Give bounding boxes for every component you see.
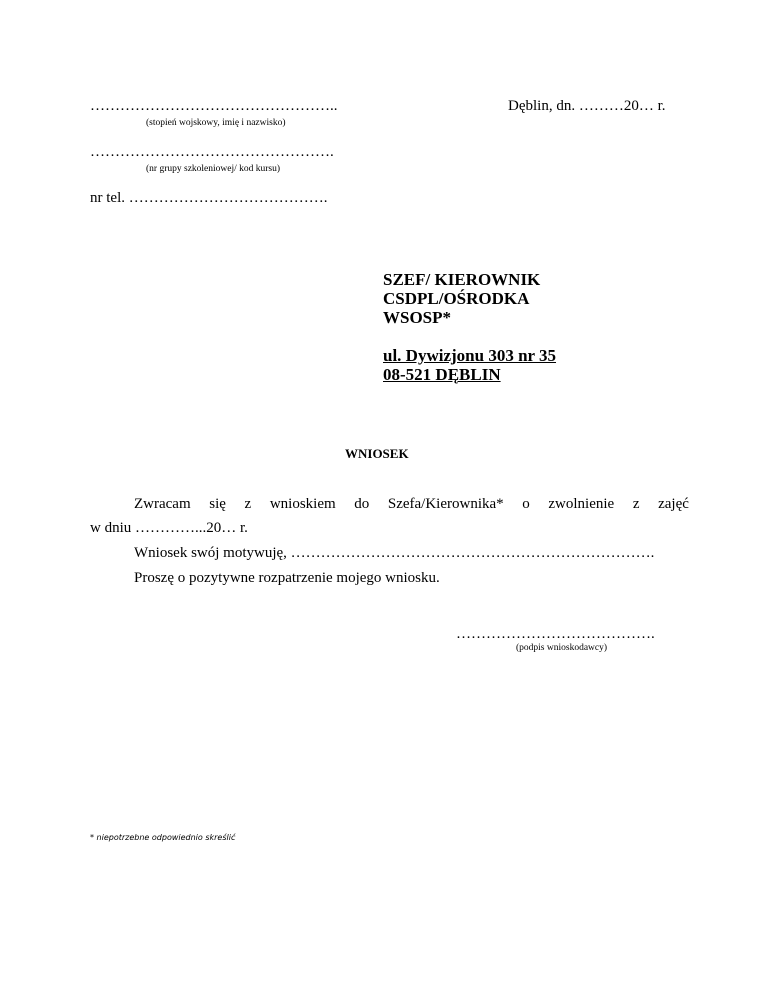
body-word: zwolnienie — [548, 496, 615, 512]
place-date: Dęblin, dn. ………20… r. — [508, 98, 666, 114]
addressee-line-1: SZEF/ KIEROWNIK — [383, 270, 541, 289]
body-word: Szefa/Kierownika* — [387, 496, 504, 512]
body-word: o — [522, 496, 530, 512]
body-word: zajęć — [658, 496, 689, 512]
addressee-street: ul. Dywizjonu 303 nr 35 — [383, 346, 557, 365]
name-caption: (stopień wojskowy, imię i nazwisko) — [146, 118, 286, 128]
name-dotted-line: ………………………………………….. — [90, 98, 338, 114]
body-word: Zwracam — [134, 496, 191, 512]
body-word: z — [632, 496, 640, 512]
addressee-line-2: CSDPL/OŚRODKA — [383, 289, 530, 308]
body-line-4: Proszę o pozytywne rozpatrzenie mojego wniosku. — [134, 570, 440, 586]
signature-caption: (podpis wnioskodawcy) — [516, 643, 608, 653]
group-caption: (nr grupy szkoleniowej/ kod kursu) — [146, 164, 281, 174]
footnote: * niepotrzebne odpowiednio skreślić — [90, 833, 236, 842]
body-word: do — [354, 496, 370, 512]
addressee-line-3: WSOSP* — [383, 308, 452, 327]
addressee-city: 08-521 DĘBLIN — [383, 365, 501, 384]
document-title: WNIOSEK — [345, 446, 409, 461]
signature-dotted-line: …………………………………. — [456, 626, 655, 642]
body-line-3: Wniosek swój motywuję, ………………………………………………………………. — [134, 545, 655, 561]
body-word: z — [244, 496, 252, 512]
phone-line: nr tel. …………………………………. — [90, 190, 328, 206]
body-word: wnioskiem — [269, 496, 336, 512]
body-line-1 — [134, 496, 689, 513]
group-dotted-line: …………………………………………. — [90, 144, 334, 160]
body-word: się — [209, 496, 226, 512]
body-line-2: w dniu …………...20… r. — [90, 520, 248, 536]
